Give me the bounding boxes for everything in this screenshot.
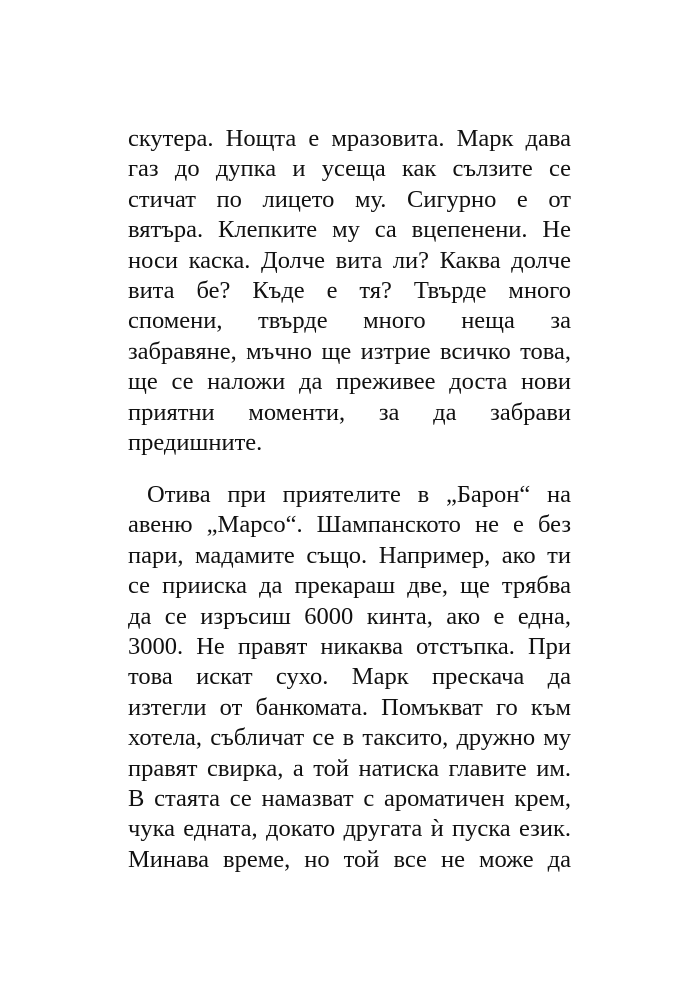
text-line: 3000. Не правят никаква отстъпка. При <box>128 632 571 660</box>
text-line: правят свирка, а той натиска главите им. <box>128 754 571 782</box>
text-line: предишните. <box>128 428 263 456</box>
text-line: чука едната, докато другата ѝ пуска език. <box>128 815 571 843</box>
text-line: газ до дупка и усеща как сълзите се <box>128 155 571 183</box>
text-line: Минава време, но той все не може да <box>128 845 571 873</box>
paragraph-2 <box>128 480 571 875</box>
text-line: изтегли от банкомата. Помъкват го към <box>128 693 571 721</box>
text-line: вятъра. Клепките му са вцепенени. Не <box>128 216 571 244</box>
text-line: спомени, твърде много неща за <box>128 307 571 335</box>
text-line: ще се наложи да преживее доста нови <box>128 368 571 396</box>
text-line: пари, мадамите също. Например, ако ти <box>128 541 571 569</box>
text-line: носи каска. Долче вита ли? Каква долче <box>128 246 571 274</box>
text-line: скутера. Нощта е мразовита. Марк дава <box>128 125 571 152</box>
text-line: хотела, събличат се в таксито, дружно му <box>128 724 571 752</box>
text-line: това искат сухо. Марк прескача да <box>128 663 571 691</box>
text-line: вита бе? Къде е тя? Твърде много <box>128 276 571 304</box>
text-line: забравяне, мъчно ще изтрие всичко това, <box>128 337 571 365</box>
text-line: В стаята се намазват с ароматичен крем, <box>128 784 571 812</box>
text-line: да се изръсиш 6000 кинта, ако е една, <box>128 602 571 630</box>
text-line: стичат по лицето му. Сигурно е от <box>128 185 571 213</box>
paragraph-1 <box>128 124 571 458</box>
text-line: приятни моменти, за да забрави <box>128 398 571 426</box>
text-line: се прииска да прекараш две, ще трябва <box>128 572 571 600</box>
text-line: Отива при приятелите в „Барон“ на <box>147 481 571 508</box>
text-line: авеню „Марсо“. Шампанското не е без <box>128 511 571 539</box>
